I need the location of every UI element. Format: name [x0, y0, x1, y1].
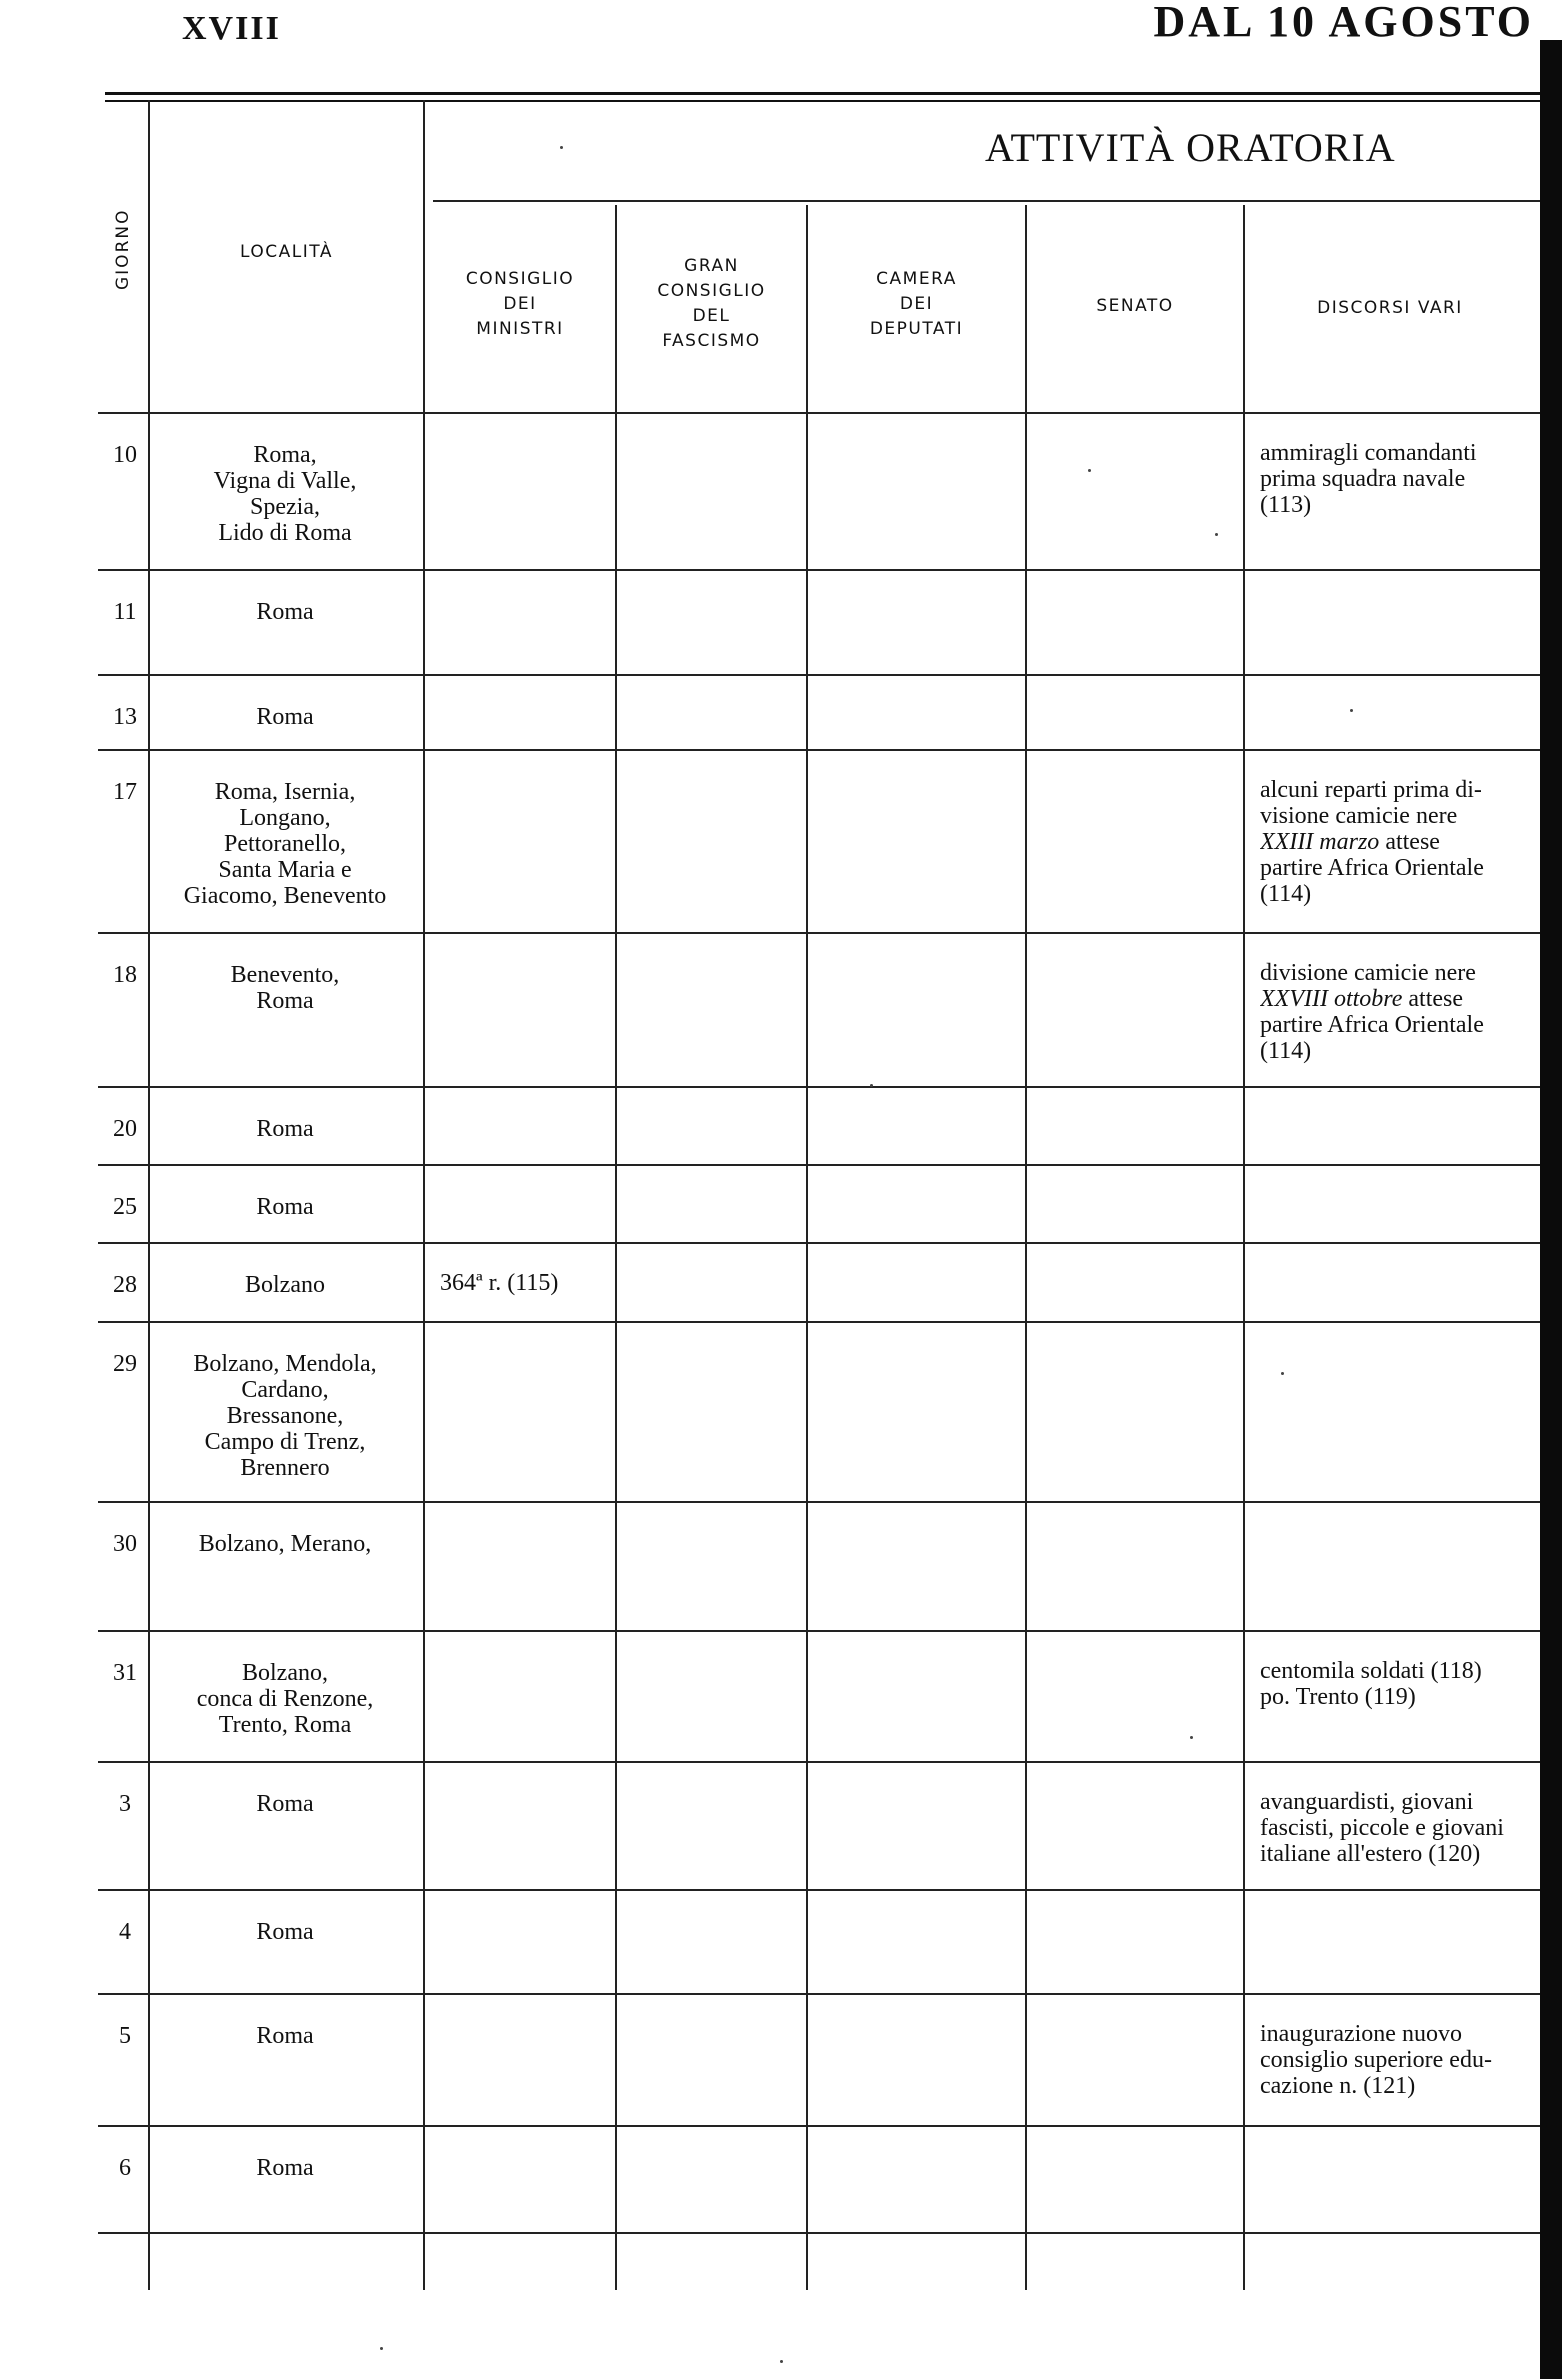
day-cell: 29 [113, 1351, 137, 1377]
localita-line: Benevento, [230, 962, 340, 988]
header-line: DEPUTATI [869, 319, 964, 339]
localita-line: Roma [256, 704, 314, 730]
localita-cell [155, 1116, 415, 1142]
header-line: DEI [503, 294, 537, 314]
title-rule [433, 200, 1540, 202]
localita-line: Roma [256, 599, 314, 625]
localita-line: Bolzano, Merano, [198, 1531, 372, 1557]
localita-line: Roma [256, 1919, 314, 1945]
localita-line: Roma, Isernia, [214, 779, 356, 805]
day-cell: 3 [119, 1791, 131, 1817]
discorsi-cell [1260, 1789, 1532, 1867]
header-line: GRAN [684, 256, 739, 276]
discorsi-cell [1260, 960, 1532, 1064]
discorsi-line: cazione n. (121) [1260, 2073, 1416, 2099]
header-line: DEL [692, 306, 731, 326]
row-rule [98, 932, 1540, 934]
localita-line: Roma, [253, 442, 317, 468]
print-speck [870, 1084, 873, 1087]
discorsi-line: XXVIII ottobre attese [1260, 986, 1464, 1012]
col-divider [1243, 205, 1245, 2290]
discorsi-line: prima squadra navale [1260, 466, 1466, 492]
discorsi-line: XXIII marzo attese [1260, 829, 1440, 855]
localita-cell [155, 962, 415, 1014]
row-rule [98, 749, 1540, 751]
col-divider [615, 205, 617, 2290]
day-cell: 11 [113, 599, 137, 625]
discorsi-line: italiane all'estero (120) [1260, 1841, 1481, 1867]
localita-cell [155, 704, 415, 730]
discorsi-line: alcuni reparti prima di- [1260, 777, 1482, 803]
col-divider [423, 100, 425, 2290]
localita-line: Trento, Roma [218, 1712, 352, 1738]
localita-line: Roma [256, 1791, 314, 1817]
header-camera [808, 267, 1025, 342]
header-line: CONSIGLIO [657, 281, 766, 301]
day-cell: 18 [113, 962, 137, 988]
print-speck [1350, 709, 1353, 712]
day-cell: 6 [119, 2155, 131, 2181]
row-rule [98, 569, 1540, 571]
localita-cell [155, 442, 415, 546]
header-line: CONSIGLIO [465, 269, 575, 289]
consiglio-ministri-cell: 364ª r. (115) [440, 1270, 559, 1296]
localita-line: Bolzano, [242, 1660, 328, 1686]
discorsi-cell [1260, 2021, 1532, 2099]
discorsi-line: (114) [1260, 1038, 1312, 1064]
discorsi-line: (114) [1260, 881, 1312, 907]
print-speck [1088, 469, 1091, 472]
header-localita: LOCALITÀ [240, 242, 333, 262]
discorsi-line: divisione camicie nere [1260, 960, 1476, 986]
localita-line: Santa Maria e [218, 857, 352, 883]
day-cell: 25 [113, 1194, 137, 1220]
localita-line: Bolzano, Mendola, [193, 1351, 377, 1377]
day-cell: 5 [119, 2023, 131, 2049]
header-line: CAMERA [876, 269, 957, 289]
localita-line: Roma [256, 1194, 314, 1220]
discorsi-cell [1260, 777, 1532, 907]
localita-cell [155, 1194, 415, 1220]
localita-cell [155, 779, 415, 909]
discorsi-line: avanguardisti, giovani [1260, 1789, 1474, 1815]
day-cell: 17 [113, 779, 137, 805]
localita-line: Roma [256, 988, 314, 1014]
print-speck [1215, 533, 1218, 536]
row-rule [98, 674, 1540, 676]
localita-line: Bressanone, [226, 1403, 344, 1429]
localita-line: Roma [256, 1116, 314, 1142]
print-speck [380, 2347, 383, 2350]
top-rule [105, 92, 1540, 95]
day-cell: 10 [113, 442, 137, 468]
page-number: XVIII [182, 10, 281, 47]
localita-line: Lido di Roma [218, 520, 352, 546]
header-giorno: GIORNO [113, 208, 133, 290]
discorsi-line: partire Africa Orientale [1260, 855, 1484, 881]
header-discorsi: DISCORSI VARI [1317, 298, 1463, 318]
discorsi-line: fascisti, piccole e giovani [1260, 1815, 1504, 1841]
localita-line: Roma [256, 2023, 314, 2049]
discorsi-line: po. Trento (119) [1260, 1684, 1416, 1710]
row-rule [98, 1761, 1540, 1763]
localita-line: conca di Renzone, [196, 1686, 374, 1712]
row-rule [98, 1242, 1540, 1244]
header-consiglio-ministri [425, 267, 615, 342]
localita-cell [155, 1791, 415, 1817]
row-rule [98, 1630, 1540, 1632]
localita-cell [155, 1272, 415, 1298]
row-rule [98, 1321, 1540, 1323]
discorsi-cell [1260, 1658, 1532, 1710]
discorsi-line: ammiragli comandanti [1260, 440, 1477, 466]
localita-line: Spezia, [250, 494, 320, 520]
row-rule [98, 2232, 1540, 2234]
localita-line: Giacomo, Benevento [183, 883, 387, 909]
localita-line: Cardano, [241, 1377, 329, 1403]
discorsi-line: centomila soldati (118) [1260, 1658, 1482, 1684]
discorsi-line: consiglio superiore edu- [1260, 2047, 1492, 2073]
day-cell: 28 [113, 1272, 137, 1298]
print-speck [1190, 1736, 1193, 1739]
day-cell: 13 [113, 704, 137, 730]
page-edge-shadow [1540, 40, 1562, 2379]
localita-line: Bolzano [245, 1272, 325, 1298]
top-rule [105, 100, 1540, 102]
localita-line: Longano, [239, 805, 331, 831]
running-head: DAL 10 AGOSTO [1153, 0, 1534, 46]
localita-cell [155, 599, 415, 625]
discorsi-line: (113) [1260, 492, 1312, 518]
localita-cell [155, 2023, 415, 2049]
row-rule [98, 1889, 1540, 1891]
row-rule [98, 1164, 1540, 1166]
header-senato: SENATO [1096, 296, 1174, 316]
col-divider [806, 205, 808, 2290]
day-cell: 31 [113, 1660, 137, 1686]
localita-line: Pettoranello, [224, 831, 346, 857]
row-rule [98, 1993, 1540, 1995]
discorsi-line: visione camicie nere [1260, 803, 1458, 829]
localita-cell [155, 2155, 415, 2181]
day-cell: 4 [119, 1919, 131, 1945]
row-rule [98, 412, 1540, 414]
print-speck [1281, 1372, 1284, 1375]
section-title: ATTIVITÀ ORATORIA [985, 125, 1396, 170]
row-rule [98, 2125, 1540, 2127]
discorsi-line: partire Africa Orientale [1260, 1012, 1484, 1038]
header-line: FASCISMO [662, 331, 761, 351]
print-speck [560, 146, 563, 149]
localita-line: Campo di Trenz, [204, 1429, 366, 1455]
localita-cell [155, 1660, 415, 1738]
header-line: DEI [899, 294, 934, 314]
col-divider [1025, 205, 1027, 2290]
day-cell: 20 [113, 1116, 137, 1142]
discorsi-line: inaugurazione nuovo [1260, 2021, 1462, 2047]
row-rule [98, 1086, 1540, 1088]
row-rule [98, 1501, 1540, 1503]
localita-line: Vigna di Valle, [213, 468, 357, 494]
localita-cell [155, 1919, 415, 1945]
localita-line: Brennero [240, 1455, 330, 1481]
localita-cell [155, 1531, 415, 1557]
discorsi-cell [1260, 440, 1532, 518]
print-speck [780, 2360, 783, 2363]
header-gran-consiglio [617, 254, 806, 354]
header-line: MINISTRI [476, 319, 564, 339]
day-cell: 30 [113, 1531, 137, 1557]
localita-cell [155, 1351, 415, 1481]
localita-line: Roma [256, 2155, 314, 2181]
